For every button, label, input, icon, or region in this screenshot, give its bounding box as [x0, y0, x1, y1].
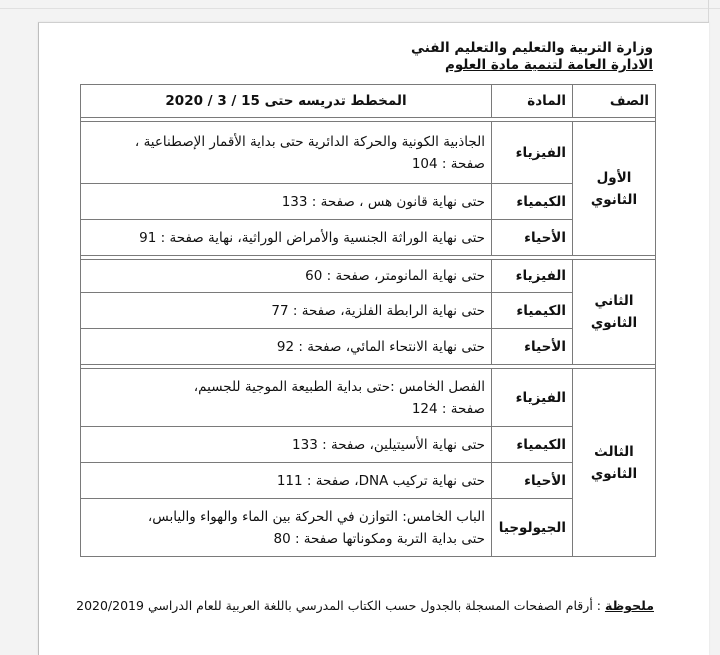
grade-label: الأول: [596, 169, 632, 186]
table-row: [81, 122, 656, 184]
plan-cell: حتى نهاية الأسيتيلين، صفحة : 133: [81, 427, 492, 463]
ministry-header: [411, 40, 653, 74]
subject-cell: الفيزياء: [492, 122, 573, 184]
page-top-edge: [0, 8, 720, 9]
grade-label: الثانوي: [590, 191, 638, 208]
subject-cell: الكيمياء: [492, 184, 573, 220]
subject-cell: الجيولوجيا: [492, 499, 573, 557]
note-text: : أرقام الصفحات المسجلة بالجدول حسب الكتاب المدرسي باللغة العربية للعام الدراسي 2020/2019: [76, 598, 605, 613]
table-row: [81, 260, 656, 293]
grade-cell-second: [573, 260, 656, 365]
subject-cell: الفيزياء: [492, 260, 573, 293]
table-row: [81, 220, 656, 256]
grade-column-header: الصف: [573, 85, 656, 118]
footnote: [76, 598, 654, 613]
table-row: [81, 329, 656, 365]
plan-cell: حتى نهاية المانومتر، صفحة : 60: [81, 260, 492, 293]
grade-cell-first: [573, 122, 656, 256]
subject-cell: الكيمياء: [492, 427, 573, 463]
table-row: [81, 499, 656, 557]
grade-cell-third: [573, 369, 656, 557]
curriculum-plan-table: [80, 84, 656, 557]
plan-cell: [81, 369, 492, 427]
subject-cell: الفيزياء: [492, 369, 573, 427]
plan-cell: [81, 122, 492, 184]
plan-cell: حتى نهاية الوراثة الجنسية والأمراض الوراثية، نهاية صفحة : 91: [81, 220, 492, 256]
table-row: [81, 293, 656, 329]
plan-line: حتى بداية التربة ومكوناتها صفحة : 80: [273, 530, 485, 547]
subject-column-header: المادة: [492, 85, 573, 118]
plan-cell: حتى نهاية الانتحاء المائي، صفحة : 92: [81, 329, 492, 365]
subject-cell: الأحياء: [492, 463, 573, 499]
grade-label: الثالث: [594, 443, 634, 460]
subject-cell: الكيمياء: [492, 293, 573, 329]
plan-line: الجاذبية الكونية والحركة الدائرية حتى بداية الأقمار الإصطناعية ،: [134, 133, 485, 150]
grade-label: الثانوي: [590, 315, 638, 331]
plan-line: الباب الخامس: التوازن في الحركة بين الماء والهواء واليابس،: [147, 508, 485, 525]
table-header-row: [81, 85, 656, 118]
table-row: [81, 427, 656, 463]
plan-line: صفحة : 104: [411, 155, 485, 172]
plan-cell: حتى نهاية تركيب DNA، صفحة : 111: [81, 463, 492, 499]
plan-column-header: المخطط تدريسه حتى 15 / 3 / 2020: [81, 85, 492, 118]
table-row: [81, 369, 656, 427]
department-name: الادارة العامة لتنمية مادة العلوم: [444, 57, 653, 73]
table-row: [81, 463, 656, 499]
ministry-name: وزارة التربية والتعليم والتعليم الفني: [411, 40, 653, 56]
grade-label: الثاني: [594, 293, 634, 309]
plan-cell: حتى نهاية قانون هس ، صفحة : 133: [81, 184, 492, 220]
plan-line: صفحة : 124: [411, 400, 485, 417]
plan-cell: حتى نهاية الرابطة الفلزية، صفحة : 77: [81, 293, 492, 329]
grade-label: الثانوي: [590, 465, 638, 482]
table-row: [81, 184, 656, 220]
plan-cell: [81, 499, 492, 557]
note-label: ملحوظة: [604, 598, 654, 613]
subject-cell: الأحياء: [492, 220, 573, 256]
plan-line: الفصل الخامس :حتى بداية الطبيعة الموجية للجسيم،: [193, 378, 485, 395]
subject-cell: الأحياء: [492, 329, 573, 365]
